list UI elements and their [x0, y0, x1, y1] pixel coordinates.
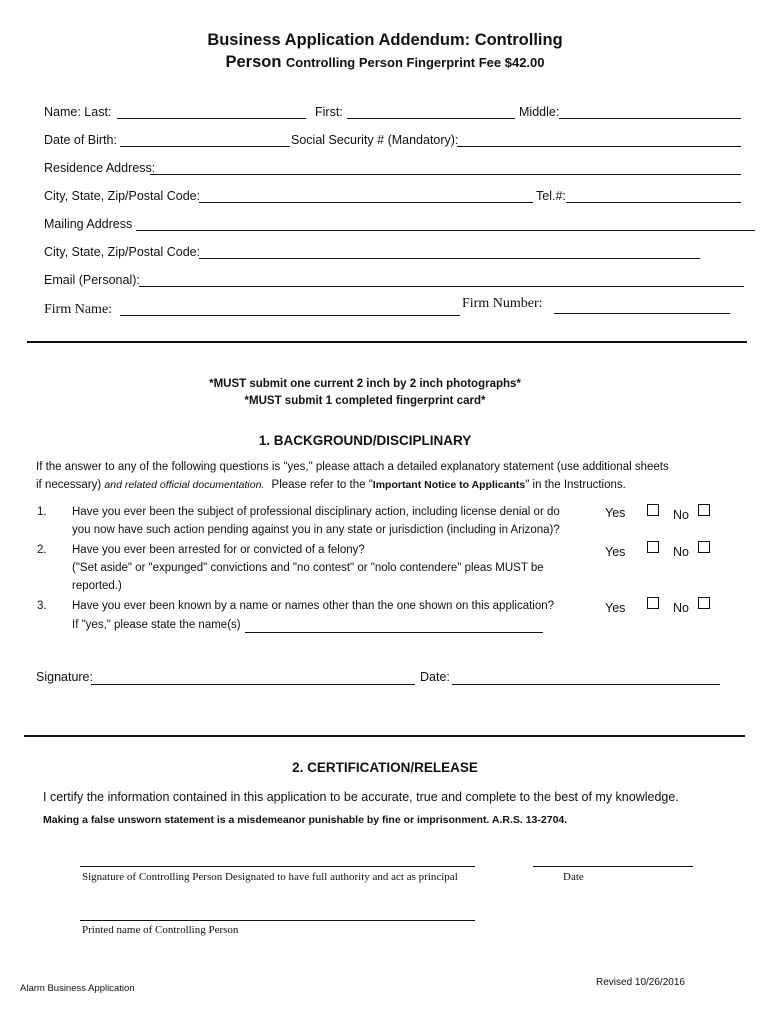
question-1-line2: you now have such action pending against you in any state or jurisdiction (including in Arizona)? — [72, 524, 560, 536]
question-2-yes-checkbox[interactable] — [647, 541, 659, 553]
question-2-no-label: No — [673, 545, 689, 559]
name-last-field[interactable] — [117, 118, 306, 119]
title-line-1: Business Application Addendum: Controlling — [207, 31, 563, 49]
question-2-yes-label: Yes — [605, 545, 626, 559]
firm-name-label: Firm Name: — [44, 302, 113, 317]
first-label: First: — [315, 105, 343, 119]
question-3-line1: Have you ever been known by a name or names other than the one shown on this application? — [72, 600, 555, 612]
first-field[interactable] — [347, 118, 515, 119]
printed-name-label: Printed name of Controlling Person — [82, 924, 239, 936]
intro-official-docs: and related official documentation. — [104, 479, 265, 491]
mailing-label: Mailing Address — [44, 217, 133, 231]
certification-statement: I certify the information contained in this application to be accurate, true and complete to the best of my knowledge. — [43, 790, 679, 804]
background-heading: 1. BACKGROUND/DISCIPLINARY — [258, 433, 472, 448]
question-3-yes-label: Yes — [605, 601, 626, 615]
ssn-field[interactable] — [457, 146, 741, 147]
email-label: Email (Personal): — [44, 273, 140, 287]
email-field[interactable] — [139, 286, 744, 287]
fingerprint-requirement: *MUST submit 1 completed fingerprint card* — [244, 395, 486, 407]
intro-refer: Please refer to the " — [271, 479, 373, 491]
middle-label: Middle: — [519, 105, 560, 119]
photo-requirement: *MUST submit one current 2 inch by 2 inch photographs* — [209, 378, 521, 390]
question-3-number: 3. — [37, 600, 47, 612]
intro-instructions: " in the Instructions. — [525, 479, 626, 491]
tel-label: Tel.#: — [536, 189, 566, 203]
intro-important-notice: Important Notice to Applicants — [372, 479, 526, 491]
question-2-line3: reported.) — [72, 580, 122, 592]
controlling-person-signature-field[interactable] — [80, 866, 475, 867]
certification-date-field[interactable] — [533, 866, 693, 867]
other-names-field[interactable] — [245, 632, 543, 633]
question-3-yes-checkbox[interactable] — [647, 597, 659, 609]
firm-number-field[interactable] — [554, 313, 730, 314]
question-1-yes-checkbox[interactable] — [647, 504, 659, 516]
printed-name-field[interactable] — [80, 920, 475, 921]
question-2-line2: ("Set aside" or "expunged" convictions and "no contest" or "nolo contendere" pleas MUST be — [72, 562, 544, 574]
question-3-no-checkbox[interactable] — [698, 597, 710, 609]
residence-label: Residence Address: — [44, 161, 156, 175]
section-divider-2 — [24, 735, 745, 737]
question-1-no-checkbox[interactable] — [698, 504, 710, 516]
controlling-person-signature-label: Signature of Controlling Person Designated to have full authority and act as principal — [82, 871, 458, 883]
footer-revised-date: Revised 10/26/2016 — [596, 977, 685, 988]
mailing-city-label: City, State, Zip/Postal Code: — [44, 245, 201, 259]
city-state-zip-label: City, State, Zip/Postal Code: — [44, 189, 201, 203]
title-line-2 — [0, 53, 770, 72]
signature-field[interactable] — [91, 684, 415, 685]
title-person: Person — [225, 53, 282, 71]
mailing-field[interactable] — [136, 230, 755, 231]
question-2-line1: Have you ever been arrested for or convicted of a felony? — [72, 544, 365, 556]
date-field[interactable] — [452, 684, 720, 685]
signature-label: Signature: — [36, 670, 93, 684]
city-state-zip-field[interactable] — [199, 202, 533, 203]
false-statement-warning: Making a false unsworn statement is a misdemeanor punishable by fine or imprisonment. A.R.S. 13-2704. — [43, 814, 568, 826]
question-3-no-label: No — [673, 601, 689, 615]
mailing-city-field[interactable] — [199, 258, 700, 259]
background-intro-line2 — [36, 479, 626, 491]
date-label: Date: — [420, 670, 450, 684]
section-divider-1 — [27, 341, 747, 343]
name-last-label: Name: Last: — [44, 105, 112, 119]
intro-if-necessary: if necessary) — [36, 479, 102, 491]
question-1-yes-label: Yes — [605, 506, 626, 520]
question-3-line2: If "yes," please state the name(s) — [72, 619, 241, 631]
ssn-label: Social Security # (Mandatory): — [291, 133, 459, 147]
question-1-line1: Have you ever been the subject of professional disciplinary action, including license denial or do — [72, 506, 560, 518]
dob-field[interactable] — [120, 146, 290, 147]
tel-field[interactable] — [566, 202, 741, 203]
background-intro-line1: If the answer to any of the following questions is "yes," please attach a detailed explanatory statement (use additional sheets — [36, 461, 669, 473]
question-2-number: 2. — [37, 544, 47, 556]
middle-field[interactable] — [559, 118, 741, 119]
fingerprint-fee: Controlling Person Fingerprint Fee $42.00 — [285, 55, 545, 70]
firm-number-label: Firm Number: — [462, 296, 543, 311]
residence-field[interactable] — [150, 174, 741, 175]
footer-form-name: Alarm Business Application — [20, 983, 135, 994]
question-1-no-label: No — [673, 508, 689, 522]
question-1-number: 1. — [37, 506, 47, 518]
dob-label: Date of Birth: — [44, 133, 117, 147]
certification-heading: 2. CERTIFICATION/RELEASE — [292, 760, 478, 775]
question-2-no-checkbox[interactable] — [698, 541, 710, 553]
firm-name-field[interactable] — [120, 315, 460, 316]
certification-date-label: Date — [563, 871, 584, 883]
